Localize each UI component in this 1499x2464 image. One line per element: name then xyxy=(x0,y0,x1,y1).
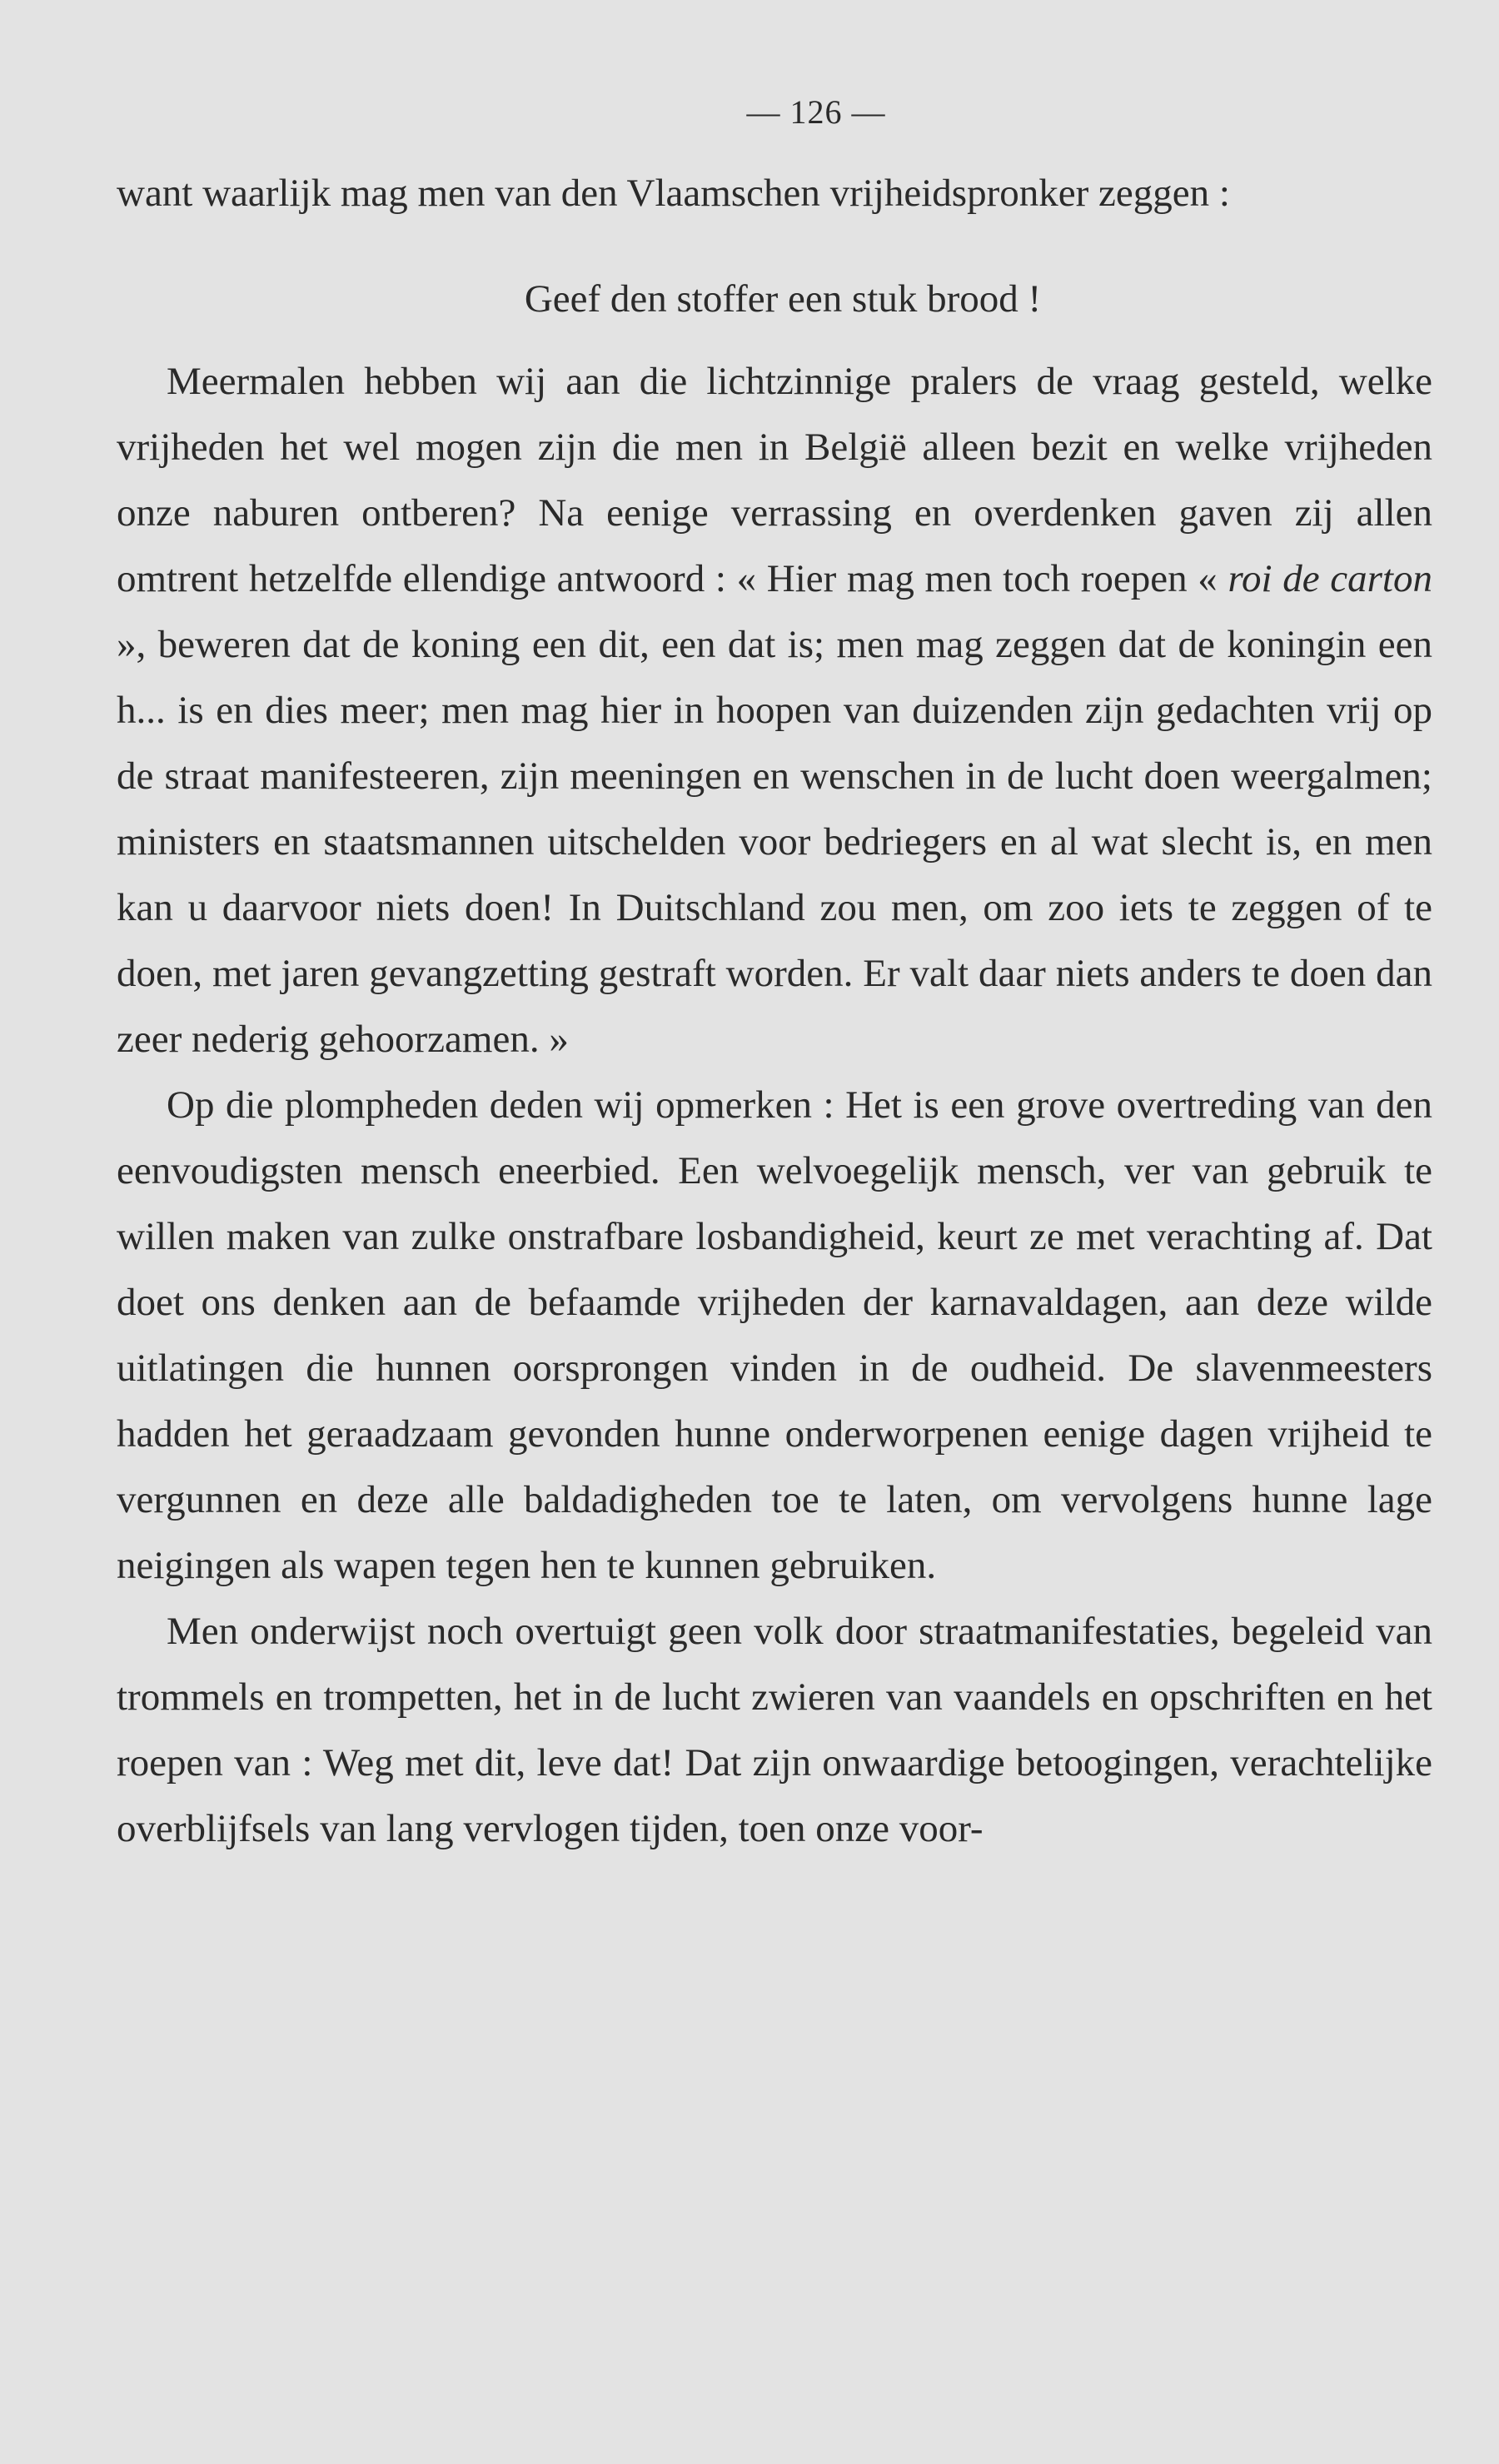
paragraph-freedoms xyxy=(117,349,1432,1073)
paragraph-intro: want waarlijk mag men van den Vlaamschen vrijheidspronker zeggen : xyxy=(117,172,1230,215)
paragraph-freedoms-text-end: », beweren dat de koning een dit, een dat is; men mag zeggen dat de koningin een h... is en dies meer; men mag hier in hoopen van duizenden zijn gedachten vrij op de straat manifesteeren, zijn meeningen en wenschen in de lucht doen weergalmen; ministers en staatsmannen uitschelden voor bedriegers en al wat slecht is, en men kan u daarvoor niets doen! In Duitschland zou men, om zoo iets te zeggen of te doen, met jaren gevangzetting gestraft worden. Er valt daar niets anders te doen dan zeer nederig gehoorzamen. » xyxy=(117,623,1432,1061)
paragraph-freedoms-text-start: Meermalen hebben wij aan die lichtzinnige pralers de vraag gesteld, welke vrijheden het wel mogen zijn die men in België alleen bezit en welke vrijheden onze naburen ontberen? Na eenige verrassing en overdenken gaven zij allen omtrent hetzelfde ellendige antwoord : « Hier mag men toch roepen « xyxy=(117,360,1432,600)
quoted-line: Geef den stoffer een stuk brood ! xyxy=(524,277,1042,321)
page-number: — 126 — xyxy=(746,93,886,131)
paragraph-remarks: Op die plompheden deden wij opmerken : Het is een grove overtreding van den eenvoudigsten mensch eneerbied. Een welvoegelijk mensch, ver van gebruik te willen maken van zulke onstrafbare losbandigheid, keurt ze met verachting af. Dat doet ons denken aan de befaamde vrijheden der karnavaldagen, aan deze wilde uitlatingen die hunnen oorsprongen vinden in de oudheid. De slavenmeesters hadden het geraadzaam gevonden hunne onderworpenen eenige dagen vrijheid te vergunnen en deze alle baldadigheden toe te laten, om vervolgens hunne lage neigingen als wapen tegen hen te kunnen gebruiken. xyxy=(117,1083,1432,1587)
body-text xyxy=(117,161,1432,1862)
italic-phrase: roi de carton xyxy=(1228,557,1432,600)
paragraph-manifestations: Men onderwijst noch overtuigt geen volk door straatmanifestaties, begeleid van trommels en trompetten, het in de lucht zwieren van vaandels en opschriften en het roepen van : Weg met dit, leve dat! Dat zijn onwaardige betoogingen, verachtelijke overblijfsels van lang vervlogen tijden, toen onze voor- xyxy=(117,1610,1432,1850)
